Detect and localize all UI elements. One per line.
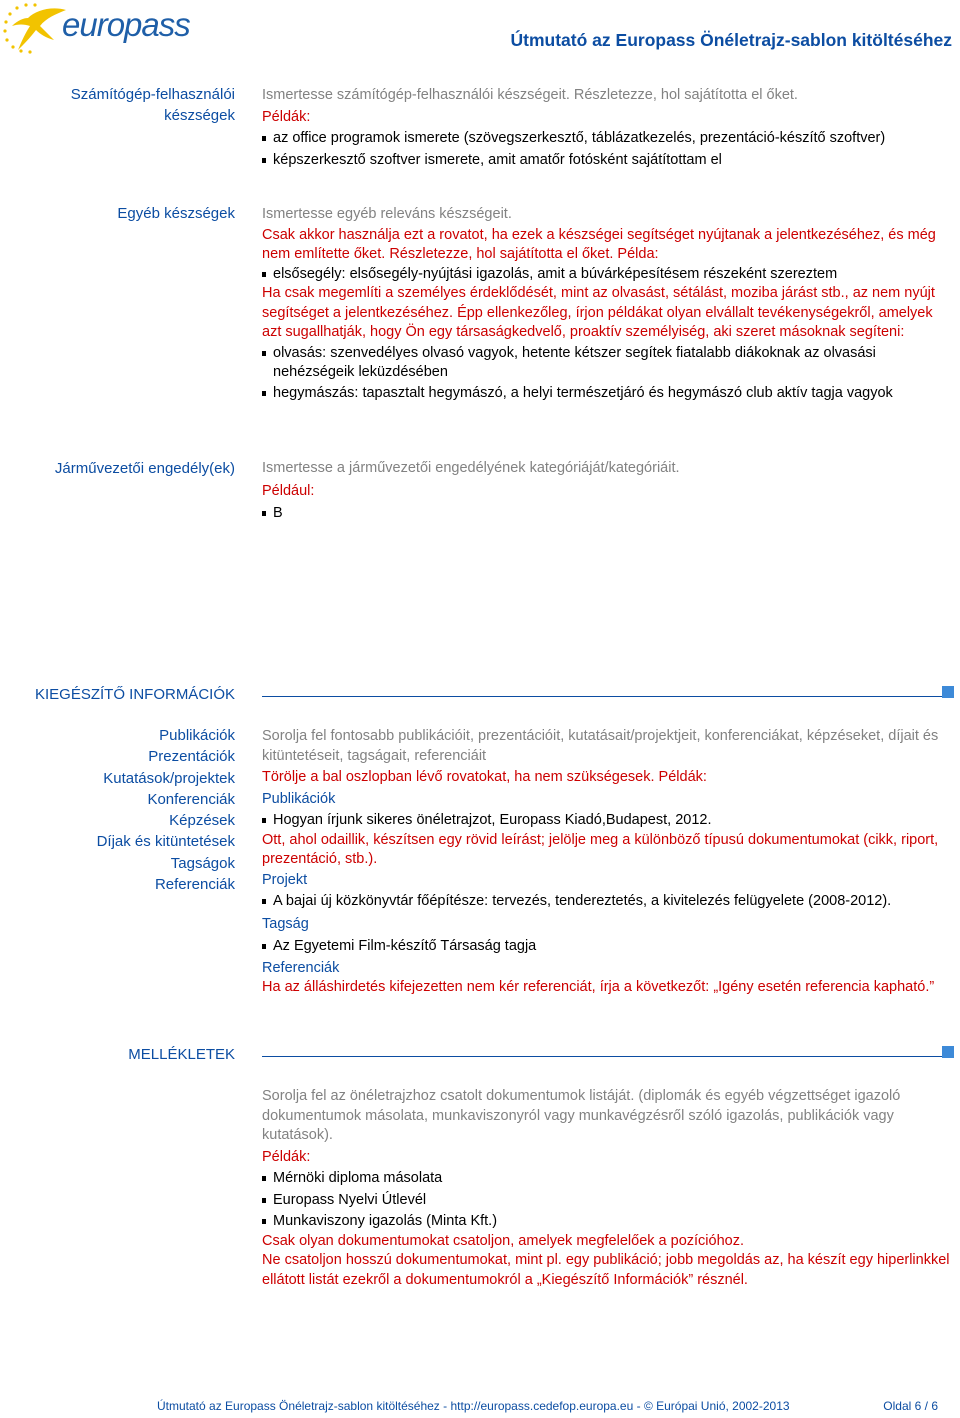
list-item: Munkaviszony igazolás (Minta Kft.) — [262, 1212, 952, 1232]
label-presentations: Prezentációk — [148, 748, 235, 766]
references-note: Ha az álláshirdetés kifejezetten nem kér referenciát, írja a következőt: „Igény esetén referencia kapható.” — [262, 979, 935, 995]
attachments-note-2: Ne csatoljon hosszú dokumentumokat, mint pl. egy publikáció; jobb megoldás az, ha készít egy hiperlinkkel ellátott listát ezekről a dokumentumokról a „Kiegészítő Információk” résznél. — [262, 1252, 950, 1288]
list-item: olvasás: szenvedélyes olvasó vagyok, hetente kétszer segítek fiatalabb diákoknak az olvasási nehézségeik leküzdésében — [262, 344, 952, 383]
membership-subheading: Tagság — [262, 915, 309, 932]
driving-licence-example-label: Például: — [262, 482, 315, 499]
computer-skills-content — [262, 86, 952, 170]
section-square-icon — [942, 686, 954, 698]
project-subheading: Projekt — [262, 871, 308, 888]
list-item: Mérnöki diploma másolata — [262, 1169, 952, 1189]
publications-note: Ott, ahol odaillik, készítsen egy rövid leírást; jelölje meg a különböző típusú dokumentumokat (cikk, riport, prezentáció, stb.). — [262, 831, 939, 867]
additional-info-labels — [97, 725, 235, 895]
computer-skills-label-line1: Számítógép-felhasználói — [70, 86, 235, 103]
additional-info-heading: KIEGÉSZÍTŐ INFORMÁCIÓK — [34, 686, 235, 703]
list-item: B — [262, 504, 952, 524]
driving-licence-intro: Ismertesse a járművezetői engedélyének kategóriáját/kategóriáit. — [262, 460, 680, 476]
label-awards: Díjak és kitüntetések — [96, 833, 235, 851]
attachments-intro: Sorolja fel az önéletrajzhoz csatolt dokumentumok listáját. (diplomák és egyéb végzettséget igazoló dokumentumok másolata, munkaviszonyról vagy munkavégzésről szóló igazolás, publikációk vagy kutatások). — [262, 1088, 901, 1143]
other-skills-intro: Ismertesse egyéb releváns készségeit. — [262, 206, 512, 222]
computer-skills-label-line2: készségek — [164, 107, 235, 124]
publications-subheading: Publikációk — [262, 790, 336, 807]
other-skills-label: Egyéb készségek — [117, 205, 235, 222]
section-divider — [262, 696, 942, 697]
list-item: Az Egyetemi Film-készítő Társaság tagja — [262, 937, 952, 957]
label-trainings: Képzések — [169, 812, 235, 830]
label-publications: Publikációk — [159, 727, 235, 744]
section-divider — [262, 1056, 942, 1057]
label-conferences: Konferenciák — [147, 790, 235, 808]
list-item: Europass Nyelvi Útlevél — [262, 1191, 952, 1211]
references-subheading: Referenciák — [262, 959, 340, 976]
list-item: képszerkesztő szoftver ismerete, amit amatőr fotósként sajátítottam el — [262, 151, 952, 171]
section-square-icon — [942, 1046, 954, 1058]
list-item: hegymászás: tapasztalt hegymászó, a helyi természetjáró és hegymászó club aktív tagja vagyok — [262, 384, 952, 404]
other-skills-content — [262, 205, 952, 403]
list-item: A bajai új közkönyvtár főépítésze: tervezés, tendereztetés, a kivitelezés felügyelete (2008-2012). — [262, 892, 952, 912]
label-memberships: Tagságok — [170, 854, 235, 872]
other-skills-advice: Ha csak megemlíti a személyes érdeklődését, mint az olvasást, sétálást, moziba járást stb., az nem nyújt segítséget a jelentkezéséhez. Épp ellenkezőleg, írjon példákat olyan elvállalt tevékenységekről, amelyek azt sugallhatják, hogy Ön egy társaságkedvelő, proaktív személyiség, aki szeret másoknak segíteni: — [262, 285, 935, 340]
page-number: Oldal 6 / 6 — [883, 1399, 938, 1413]
list-item: elsősegély: elsősegély-nyújtási igazolás, amit a búvárképesítésem részeként szereztem — [262, 265, 952, 285]
driving-licence-content — [262, 459, 952, 524]
label-references: Referenciák — [154, 876, 235, 894]
additional-info-content — [262, 727, 952, 998]
footer-text: Útmutató az Europass Önéletrajz-sablon kitöltéséhez - http://europass.cedefop.europa.eu - © Európai Unió, 2002-2013 — [157, 1399, 790, 1413]
list-item: az office programok ismerete (szövegszerkesztő, táblázatkezelés, prezentáció-készítő szoftver) — [262, 129, 952, 149]
additional-info-intro: Sorolja fel fontosabb publikációit, prezentációit, kutatásait/projektjeit, konferenciákat, képzéseket, díjait és kitüntetéseit, tagságait, referenciáit — [262, 728, 939, 764]
attachments-content — [262, 1087, 952, 1290]
computer-skills-examples-label: Példák: — [262, 108, 311, 125]
document-title: Útmutató az Europass Önéletrajz-sablon kitöltéséhez — [510, 30, 952, 50]
computer-skills-label — [71, 84, 235, 126]
list-item: Hogyan írjunk sikeres önéletrajzot, Europass Kiadó,Budapest, 2012. — [262, 811, 952, 831]
attachments-heading: MELLÉKLETEK — [128, 1046, 235, 1063]
additional-info-delete-note: Törölje a bal oszlopban lévő rovatokat, ha nem szükségesek. Példák: — [262, 769, 707, 785]
attachments-examples-label: Példák: — [262, 1148, 311, 1165]
logo-text: europass — [62, 6, 190, 43]
europass-star-icon — [0, 0, 70, 60]
other-skills-note: Csak akkor használja ezt a rovatot, ha ezek a készségei segítséget nyújtanak a jelentkezéséhez, és még nem említette őket. Részletezze, hol sajátította el őket. Példa: — [262, 226, 936, 262]
driving-licence-label: Járművezetői engedély(ek) — [54, 460, 235, 477]
europass-logo — [0, 0, 200, 60]
attachments-note-1: Csak olyan dokumentumokat csatoljon, amelyek megfelelőek a pozícióhoz. — [262, 1232, 744, 1249]
computer-skills-intro: Ismertesse számítógép-felhasználói készségeit. Részletezze, hol sajátította el őket. — [262, 87, 798, 103]
label-research: Kutatások/projektek — [103, 769, 235, 787]
